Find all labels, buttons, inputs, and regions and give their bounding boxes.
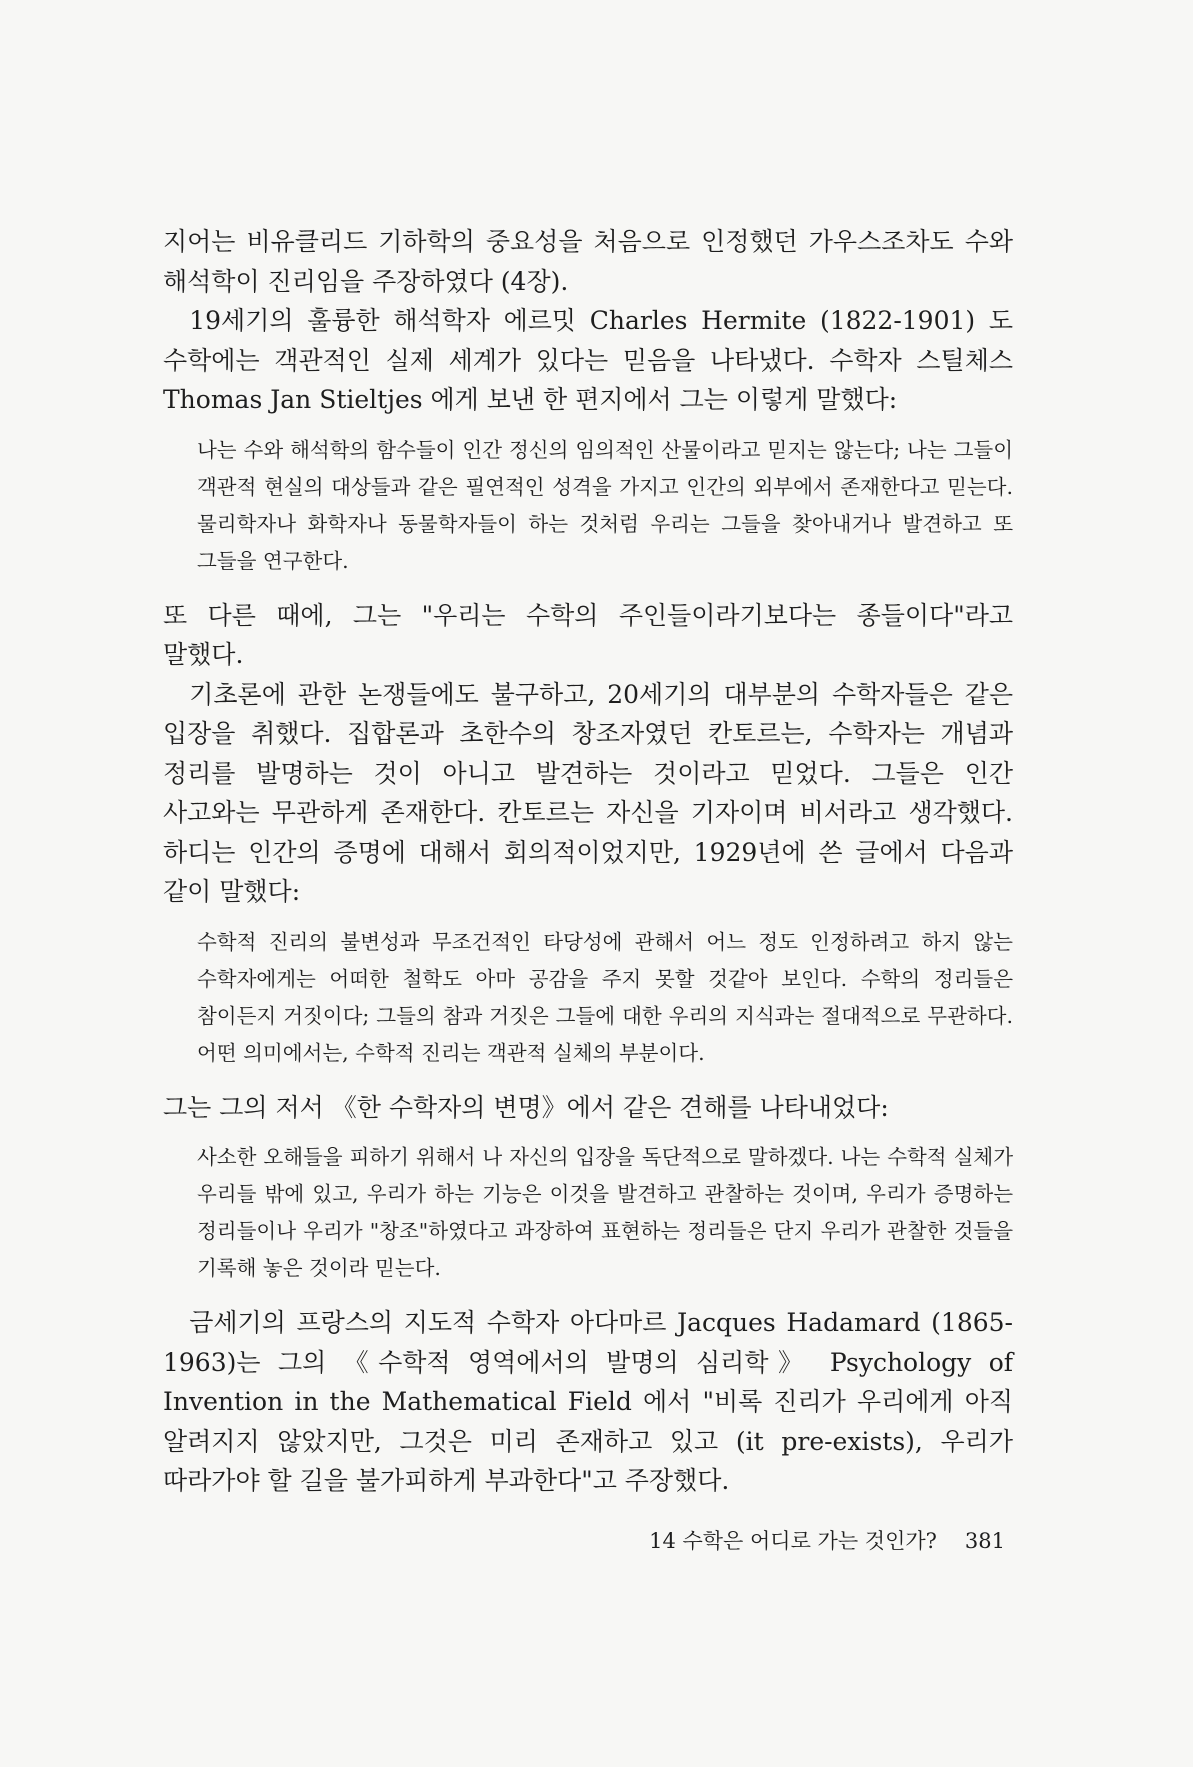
quote-apology: 사소한 오해들을 피하기 위해서 나 자신의 입장을 독단적으로 말하겠다. 나는 수학적 실체가 우리들 밖에 있고, 우리가 하는 기능은 이것을 발견하고 관찰하는 것이며, 우리가 증명하는 정리들이나 우리가 "창조"하였다고 과장하여 표현하는 정리들은 단지 우리가 관찰한 것들을 기록해 놓은 것이라 믿는다. [197,1145,1013,1280]
paragraph-gauss: 지어는 비유클리드 기하학의 중요성을 처음으로 인정했던 가우스조차도 수와 해석학이 진리임을 주장하였다 (4장). [163,227,1013,296]
paragraph-hermite: 19세기의 훌륭한 해석학자 에르밋 Charles Hermite (1822-1901) 도 수학에는 객관적인 실제 세계가 있다는 믿음을 나타냈다. 수학자 스틸체스 Thomas Jan Stieltjes 에게 보낸 한 편지에서 그는 이렇게 말했다: [163,306,1013,414]
paragraph-apology: 그는 그의 저서 《한 수학자의 변명》에서 같은 견해를 나타내었다: [163,1092,889,1122]
page-footer [600,1525,1013,1555]
quote-hermite: 나는 수와 해석학의 함수들이 인간 정신의 임의적인 산물이라고 믿지는 않는다; 나는 그들이 객관적 현실의 대상들과 같은 필연적인 성격을 가지고 인간의 외부에서 존재한다고 믿는다. 물리학자나 화학자나 동물학자들이 하는 것처럼 우리는 그들을 찾아내거나 발견하고 또 그들을 연구한다. [197,437,1013,573]
quote-hardy: 수학적 진리의 불변성과 무조건적인 타당성에 관해서 어느 정도 인정하려고 하지 않는 수학자에게는 어떠한 철학도 아마 공감을 주지 못할 것같아 보인다. 수학의 정리들은 참이든지 거짓이다; 그들의 참과 거짓은 그들에 대한 우리의 지식과는 절대적으로 무관하다. 어떤 의미에서는, 수학적 진리는 객관적 실체의 부분이다. [197,929,1013,1065]
running-chapter-title: 14 수학은 어디로 가는 것인가? [649,1529,937,1553]
page-number: 381 [964,1529,1005,1553]
paragraph-cantor-hardy: 기초론에 관한 논쟁들에도 불구하고, 20세기의 대부분의 수학자들은 같은 입장을 취했다. 집합론과 초한수의 창조자였던 칸토르는, 수학자는 개념과 정리를 발명하는 것이 아니고 발견하는 것이라고 믿었다. 그들은 인간 사고와는 무관하게 존재한다. 칸토르는 자신을 기자이며 비서라고 생각했다. 하디는 인간의 증명에 대해서 회의적이었지만, 1929년에 쓴 글에서 다음과 같이 말했다: [163,679,1013,906]
paragraph-servants: 또 다른 때에, 그는 "우리는 수학의 주인들이라기보다는 종들이다"라고 말했다. [163,600,1013,669]
page-body [163,222,1013,1501]
paragraph-hadamard: 금세기의 프랑스의 지도적 수학자 아다마르 Jacques Hadamard (1865-1963)는 그의 《수학적 영역에서의 발명의 심리학》 Psychology of Invention in the Mathematical Field 에서 "비록 진리가 우리에게 아직 알려지지 않았지만, 그것은 미리 존재하고 있고 (it pre-exists), 우리가 따라가야 할 길을 불가피하게 부과한다"고 주장했다. [163,1308,1013,1495]
